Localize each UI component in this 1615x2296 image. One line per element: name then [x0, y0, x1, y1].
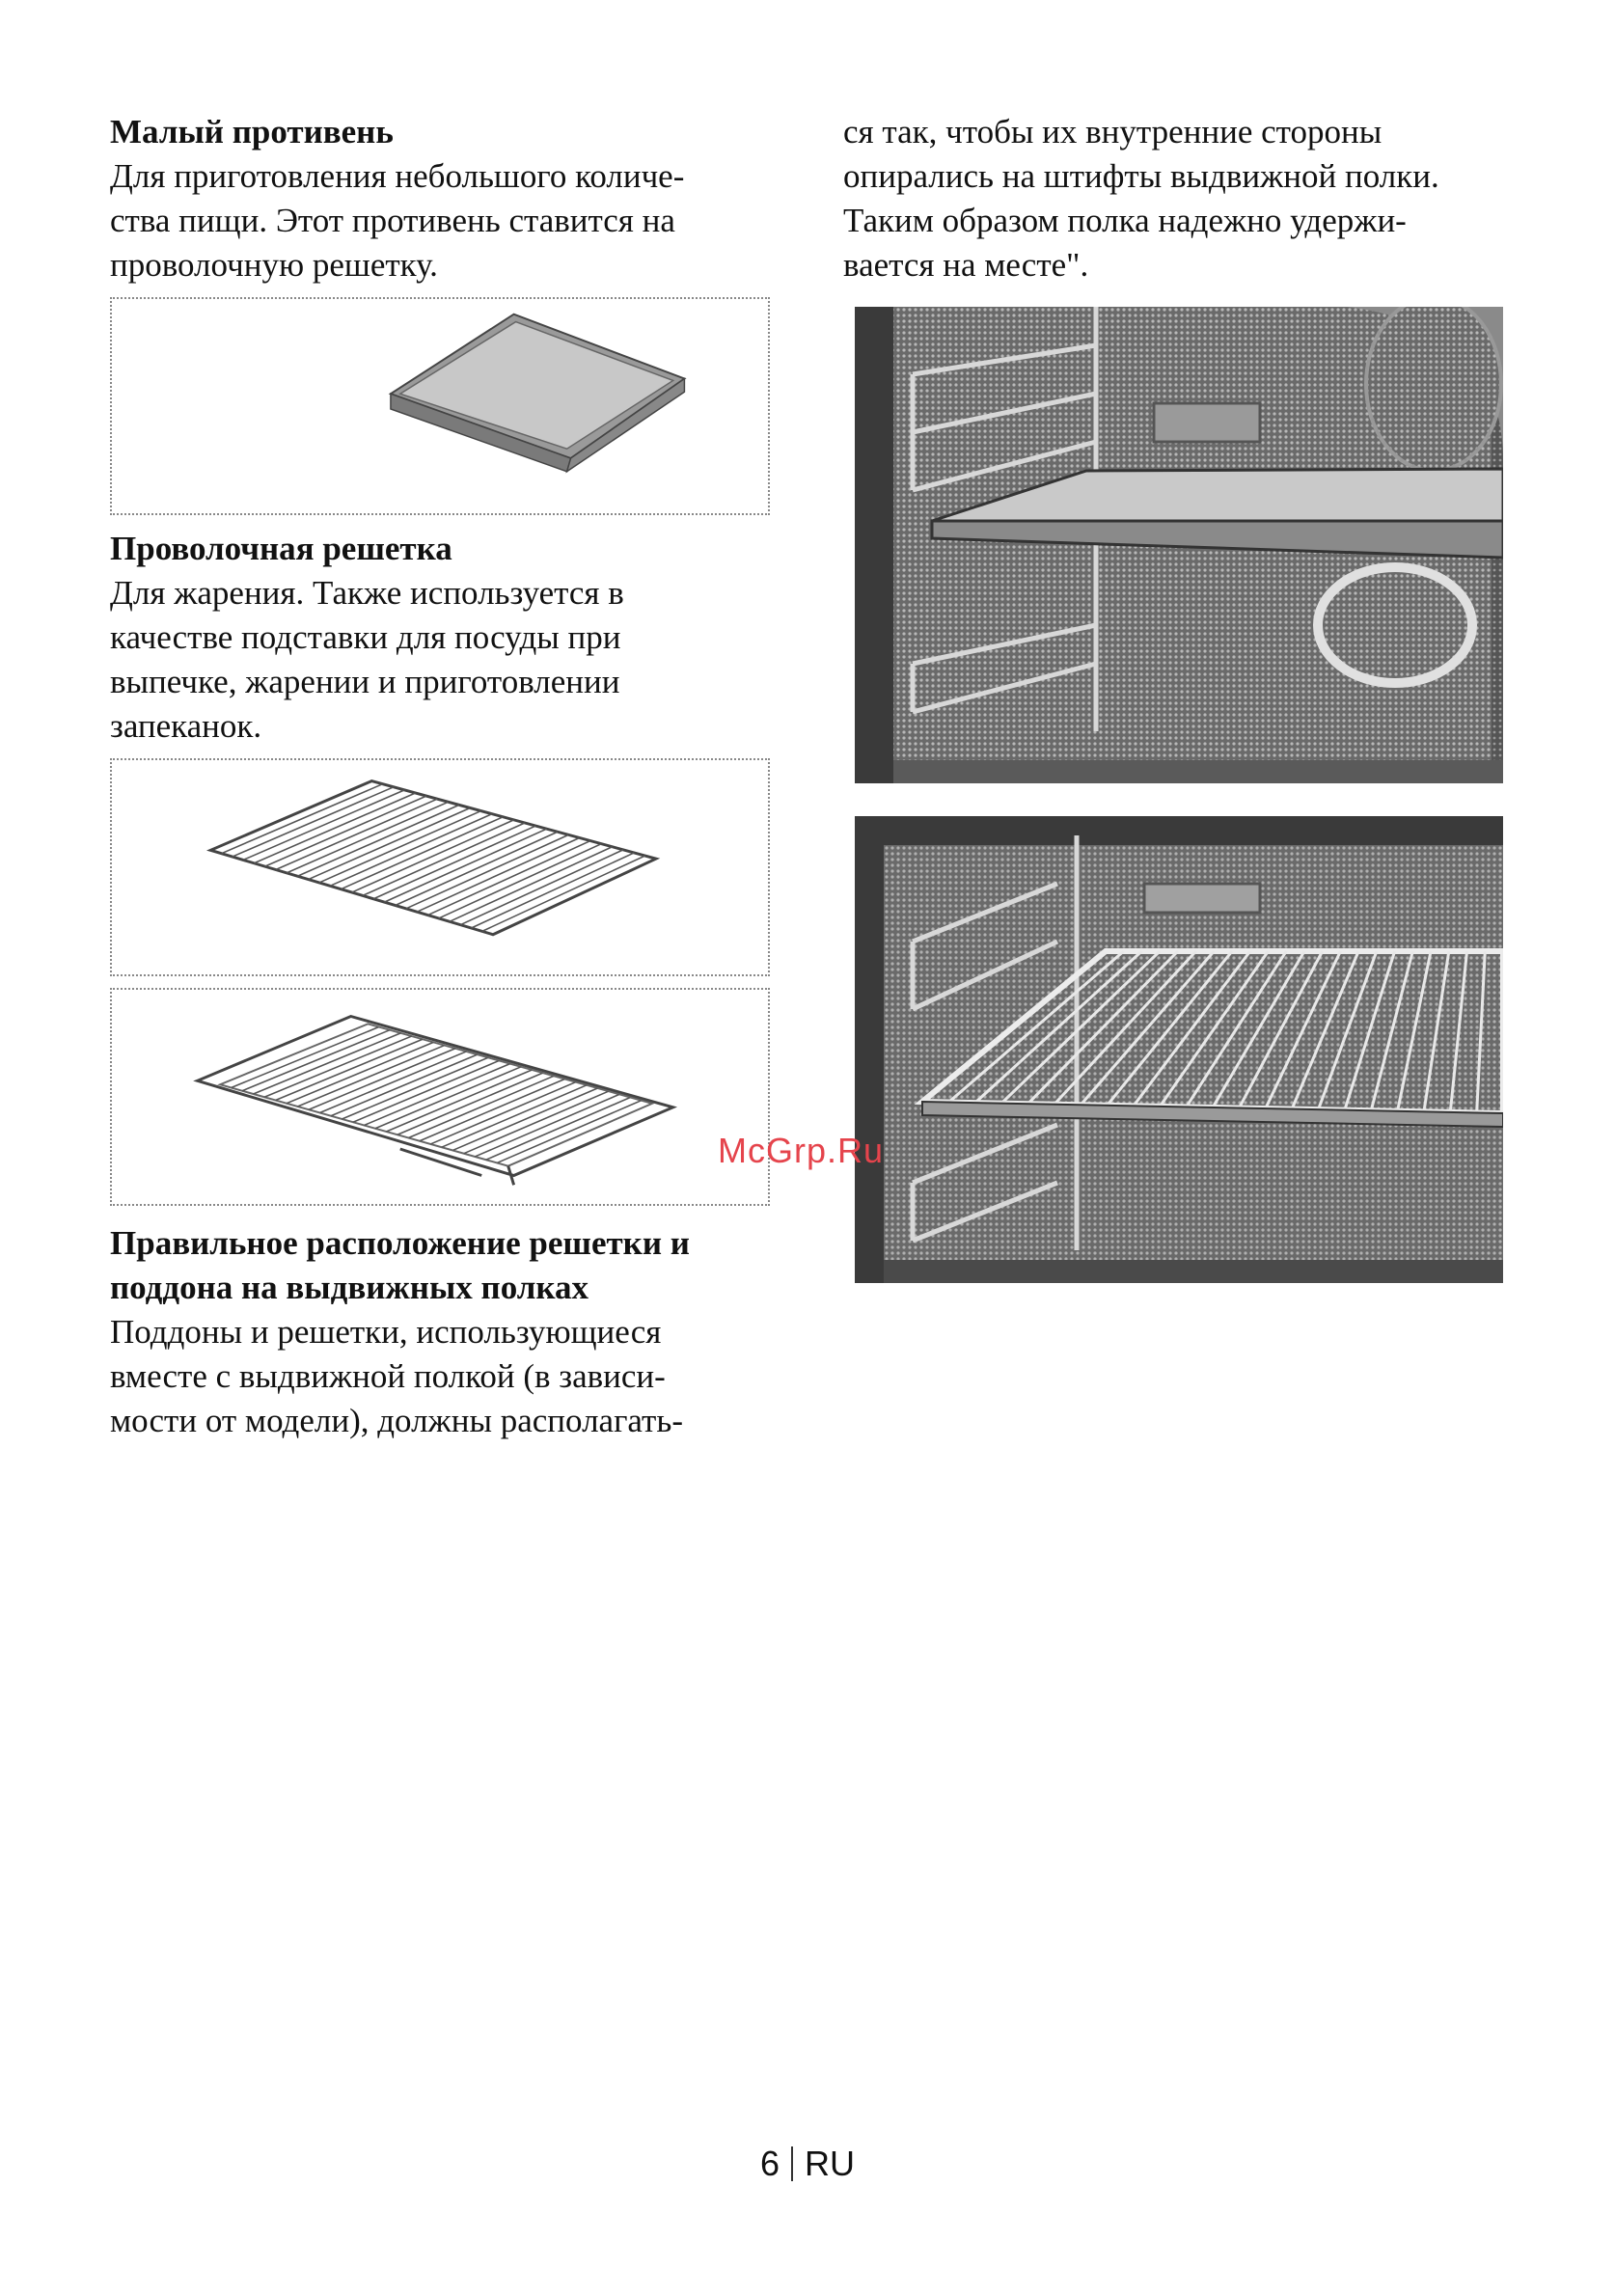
page-language: RU: [805, 2144, 856, 2183]
rack-wire: [352, 820, 514, 892]
text-line: вместе с выдвижной полкой (в зависи-: [110, 1357, 666, 1395]
rack-wire: [397, 1073, 543, 1134]
rack-wire: [384, 829, 546, 902]
rack-wire: [375, 1067, 521, 1129]
heading-line: поддона на выдвижных полках: [110, 1269, 589, 1306]
text-line: проволочную решетку.: [110, 246, 438, 284]
rack-wire: [309, 807, 471, 879]
section-small-tray: [110, 110, 785, 287]
rack-wire: [363, 823, 525, 895]
photo-oven-rack: [855, 816, 1503, 1283]
rack-wire: [427, 841, 590, 916]
figure-small-tray: [110, 297, 770, 515]
rack-wire: [309, 1049, 455, 1109]
rack-wire: [408, 1076, 554, 1137]
rack-wire: [420, 1079, 565, 1140]
text-line: запеканок.: [110, 707, 262, 745]
rack-wire: [417, 837, 579, 912]
rack-wire: [287, 802, 449, 873]
oven-tray-photo: [855, 307, 1503, 783]
photo-oven-tray: [855, 307, 1503, 783]
rack-wire: [287, 1042, 433, 1103]
rack-wire: [353, 1060, 499, 1122]
text-line: опирались на штифты выдвижной полки.: [843, 157, 1439, 195]
text-line: Таким образом полка надежно удержи-: [843, 202, 1407, 239]
rack-wire: [298, 1046, 445, 1107]
figure-wire-rack-stops: [110, 988, 770, 1206]
page-number: 6: [759, 2144, 780, 2183]
rack-wire: [439, 844, 602, 918]
rack-wire: [386, 1070, 532, 1132]
rack-wire: [331, 1054, 478, 1116]
section-continuation: [843, 110, 1538, 287]
heading-correct-placement: [110, 1221, 805, 1310]
heading-small-tray: Малый противень: [110, 113, 394, 150]
rack-wire: [364, 1064, 509, 1126]
rack-wire: [475, 1094, 619, 1157]
rack-wire: [430, 1082, 575, 1144]
rack-wire: [396, 832, 558, 905]
rack-wire: [254, 793, 415, 863]
rack-wire: [373, 826, 535, 899]
text-line: ся так, чтобы их внутренние стороны: [843, 113, 1382, 150]
heading-wire-rack: Проволочная решетка: [110, 530, 452, 567]
figure-wire-rack: [110, 758, 770, 976]
rack-wire: [460, 850, 623, 925]
rack-wire: [482, 856, 645, 931]
rack-wire: [254, 1033, 401, 1094]
rack-wire: [265, 796, 426, 866]
text-line: качестве подставки для посуды при: [110, 618, 621, 656]
rack-wire: [297, 805, 459, 876]
section-wire-rack: [110, 527, 785, 749]
rack-wire: [442, 1085, 587, 1147]
wire-rack-illustration: [112, 760, 768, 974]
text-correct-placement: [110, 1310, 805, 1443]
rack-wire: [276, 1039, 423, 1100]
footer-separator: [791, 2146, 793, 2181]
wire-rack-stops-illustration: [112, 990, 768, 1204]
rack-wire: [319, 1052, 466, 1113]
rack-wire: [486, 1098, 631, 1161]
rack-wire: [341, 817, 503, 889]
rack-wire: [406, 834, 568, 908]
text-line: мости от модели), должны располагать-: [110, 1402, 683, 1439]
rack-wire: [319, 811, 481, 883]
rack-wire: [330, 814, 492, 887]
text-line: вается на месте".: [843, 246, 1089, 284]
text-line: ства пищи. Этот противень ставится на: [110, 202, 675, 239]
text-continuation: [843, 110, 1538, 287]
rack-wire: [342, 1057, 488, 1119]
heading-line: Правильное расположение решетки и: [110, 1224, 690, 1262]
oven-rack-photo: [855, 816, 1503, 1283]
tray-illustration: [112, 299, 768, 513]
rack-wire: [471, 853, 634, 928]
rack-wire: [264, 1036, 412, 1097]
rack-wire: [450, 847, 613, 922]
rack-wire: [276, 799, 437, 869]
page-footer: [0, 2144, 1615, 2184]
section-correct-placement: [110, 1221, 805, 1443]
text-wire-rack: [110, 571, 785, 749]
text-line: выпечке, жарении и приготовлении: [110, 663, 620, 700]
text-line: Для приготовления небольшого количе-: [110, 157, 685, 195]
rack-wire: [452, 1088, 597, 1150]
rack-wire: [242, 1030, 390, 1091]
text-line: Поддоны и решетки, использующиеся: [110, 1313, 662, 1351]
text-line: Для жарения. Также используется в: [110, 574, 624, 612]
text-small-tray: [110, 154, 785, 287]
watermark: McGrp.Ru: [718, 1131, 885, 1170]
